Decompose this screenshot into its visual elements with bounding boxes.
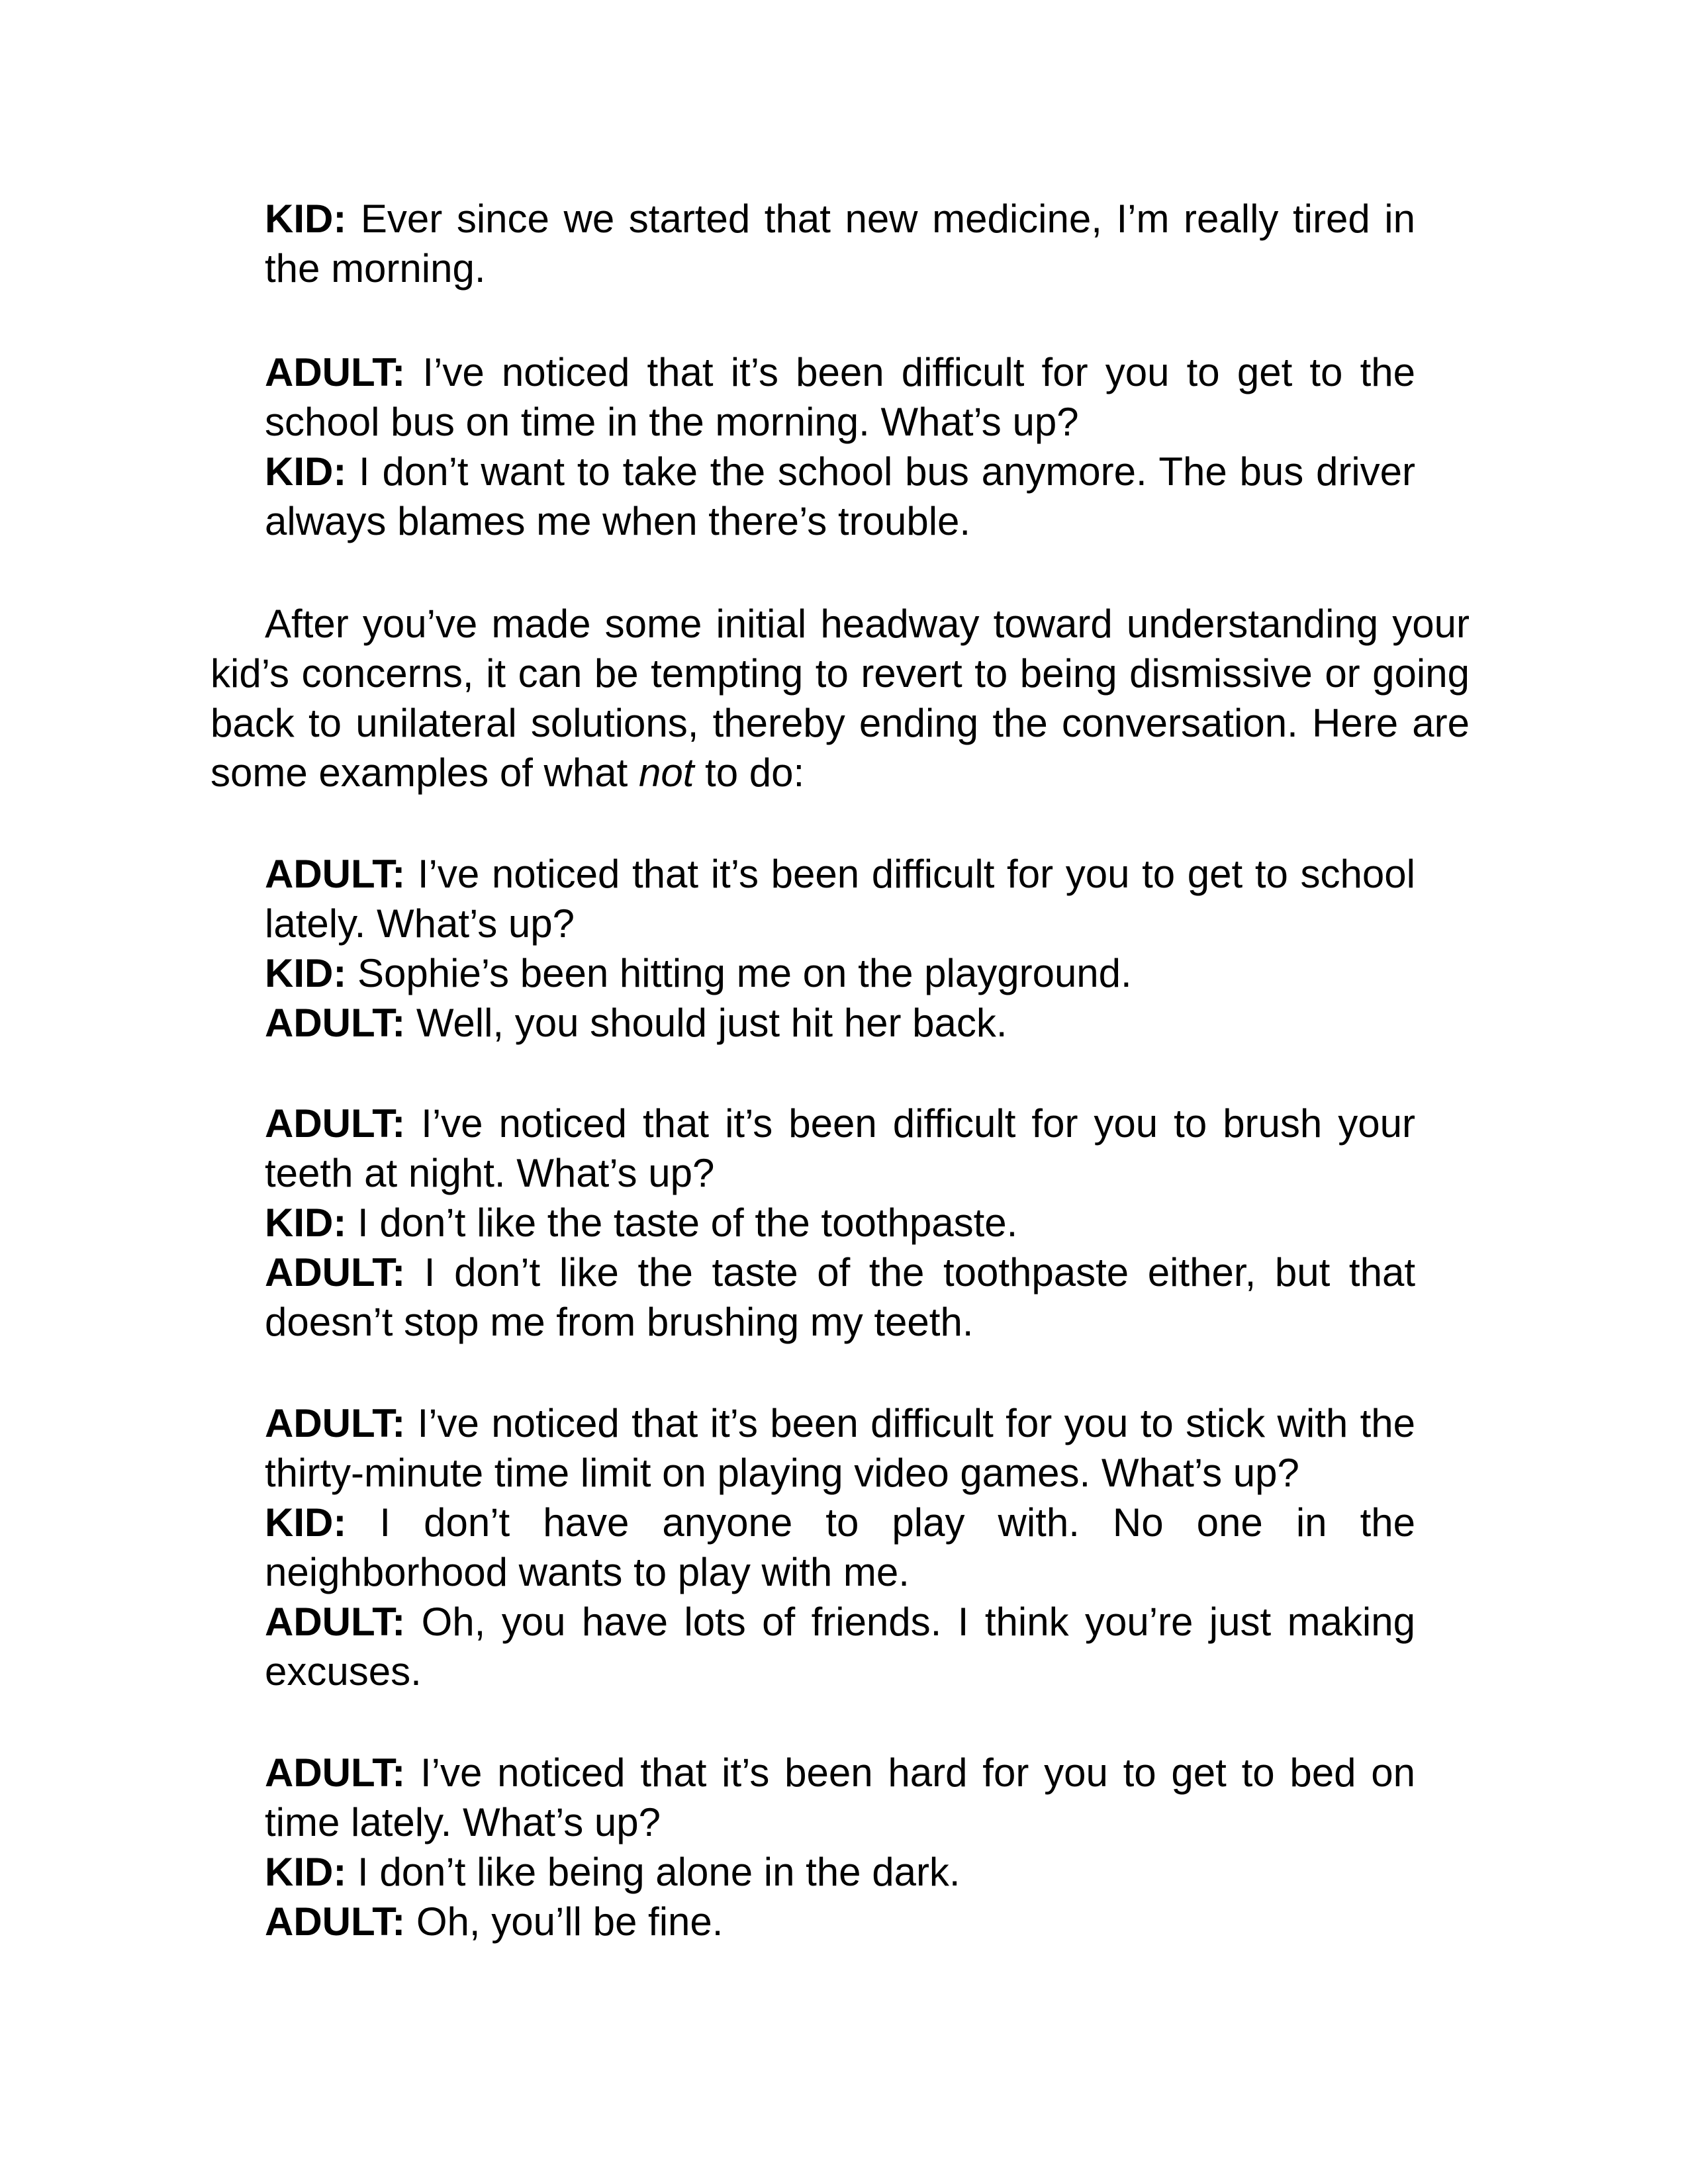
dialogue-line	[265, 948, 1415, 998]
paragraph-emphasis: not	[638, 751, 694, 795]
dialogue-block	[265, 347, 1415, 546]
dialogue-block	[265, 849, 1415, 1048]
dialogue-text: I’ve noticed that it’s been difficult for you to stick with the thirty-minute time limit on playing video games. What’s up?	[265, 1401, 1415, 1495]
speaker-label: ADULT:	[265, 1401, 406, 1445]
dialogue-line	[265, 1748, 1415, 1847]
speaker-label: ADULT:	[265, 350, 406, 394]
dialogue-line	[265, 347, 1415, 447]
speaker-label: ADULT:	[265, 1101, 406, 1146]
speaker-label: KID:	[265, 1201, 347, 1245]
dialogue-text: I’ve noticed that it’s been difficult for you to get to school lately. What’s up?	[265, 852, 1415, 946]
dialogue-block	[265, 1398, 1415, 1696]
dialogue-text: I don’t have anyone to play with. No one in the neighborhood wants to play with me.	[265, 1500, 1415, 1594]
dialogue-block	[265, 1099, 1415, 1347]
dialogue-block	[265, 194, 1415, 293]
paragraph-text	[211, 599, 1470, 797]
dialogue-text: Sophie’s been hitting me on the playground.	[346, 951, 1132, 995]
speaker-label: KID:	[265, 1500, 347, 1545]
dialogue-block	[265, 1748, 1415, 1946]
dialogue-text: Oh, you have lots of friends. I think you’re just making excuses.	[265, 1600, 1415, 1694]
dialogue-text: I don’t want to take the school bus anymore. The bus driver always blames me when there’s trouble.	[265, 449, 1415, 543]
speaker-label: ADULT:	[265, 1751, 406, 1795]
dialogue-line	[265, 849, 1415, 948]
dialogue-line	[265, 1498, 1415, 1597]
dialogue-text: Well, you should just hit her back.	[405, 1001, 1008, 1045]
dialogue-line	[265, 447, 1415, 546]
dialogue-line	[265, 1897, 1415, 1946]
dialogue-line	[265, 1398, 1415, 1498]
dialogue-text: I’ve noticed that it’s been difficult for you to brush your teeth at night. What’s up?	[265, 1101, 1415, 1195]
speaker-label: KID:	[265, 1850, 347, 1894]
dialogue-text: I’ve noticed that it’s been hard for you to get to bed on time lately. What’s up?	[265, 1751, 1415, 1844]
speaker-label: KID:	[265, 197, 347, 241]
dialogue-text: I’ve noticed that it’s been difficult for you to get to the school bus on time in the morning. What’s up?	[265, 350, 1415, 444]
prose-paragraph	[211, 599, 1470, 797]
dialogue-line	[265, 1198, 1415, 1248]
speaker-label: KID:	[265, 951, 347, 995]
speaker-label: ADULT:	[265, 852, 406, 896]
dialogue-line	[265, 1099, 1415, 1198]
paragraph-text-before: After you’ve made some initial headway toward understanding your kid’s concerns, it can be tempting to revert to being dismissive or going back to unilateral solutions, thereby ending the conversation. Here are some examples of what	[211, 602, 1470, 795]
dialogue-text: I don’t like being alone in the dark.	[346, 1850, 961, 1894]
dialogue-text: Ever since we started that new medicine, I’m really tired in the morning.	[265, 197, 1415, 291]
speaker-label: ADULT:	[265, 1899, 406, 1944]
dialogue-line	[265, 1597, 1415, 1696]
dialogue-text: Oh, you’ll be fine.	[405, 1899, 724, 1944]
dialogue-line	[265, 1248, 1415, 1347]
speaker-label: KID:	[265, 449, 347, 494]
dialogue-text: I don’t like the taste of the toothpaste either, but that doesn’t stop me from brushing my teeth.	[265, 1250, 1415, 1344]
speaker-label: ADULT:	[265, 1250, 406, 1295]
speaker-label: ADULT:	[265, 1001, 406, 1045]
dialogue-text: I don’t like the taste of the toothpaste.	[346, 1201, 1018, 1245]
paragraph-text-after: to do:	[694, 751, 805, 795]
dialogue-line	[265, 998, 1415, 1048]
speaker-label: ADULT:	[265, 1600, 406, 1644]
dialogue-line	[265, 194, 1415, 293]
dialogue-line	[265, 1847, 1415, 1897]
